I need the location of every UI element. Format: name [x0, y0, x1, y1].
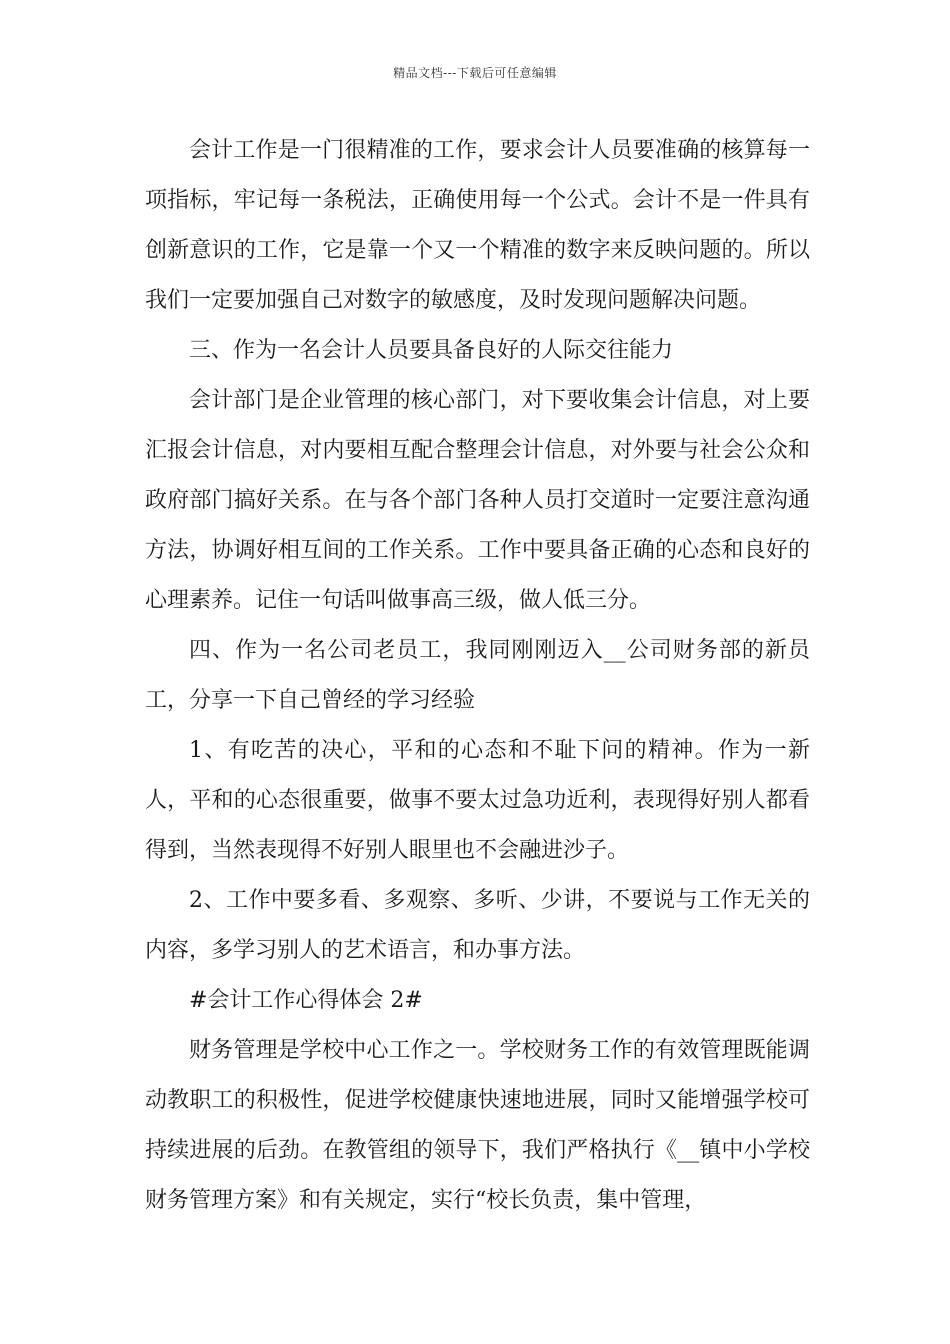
heading-interpersonal-skills: 三、作为一名会计人员要具备良好的人际交往能力 [189, 338, 674, 363]
page-header: 精品文档---下载后可任意编辑 [393, 66, 557, 80]
paragraph-accounting-precision: 会计工作是一门很精准的工作，要求会计人员要准确的核算每一项指标，牢记每一条税法，正确使用每一个公式。会计不是一件具有创新意识的工作，它是靠一个又一个精准的数字来反映问题的。所以我们一定要加强自己对数字的敏感度，及时发现问题解决问题。 [145, 138, 810, 313]
paragraph-experience-1: 1、有吃苦的决心，平和的心态和不耻下问的精神。作为一新人，平和的心态很重要，做事不要太过急功近利，表现得好别人都看得到，当然表现得不好别人眼里也不会融进沙子。 [145, 738, 810, 863]
document-body [145, 126, 810, 1226]
paragraph-accounting-department: 会计部门是企业管理的核心部门，对下要收集会计信息，对上要汇报会计信息，对内要相互配合整理会计信息，对外要与社会公众和政府部门搞好关系。在与各个部门各种人员打交道时一定要注意沟通方法，协调好相互间的工作关系。工作中要具备正确的心态和良好的心理素养。记住一句话叫做事高三级，做人低三分。 [145, 388, 810, 613]
paragraph-financial-management: 财务管理是学校中心工作之一。学校财务工作的有效管理既能调动教职工的积极性，促进学校健康快速地进展，同时又能增强学校可持续进展的后劲。在教管组的领导下，我们严格执行《__镇中小学校财务管理方案》和有关规定，实行“校长负责，集中管理， [145, 1038, 810, 1213]
paragraph-experience-2: 2、工作中要多看、多观察、多听、少讲，不要说与工作无关的内容，多学习别人的艺术语言，和办事方法。 [145, 888, 810, 963]
section-title-2: #会计工作心得体会 2# [189, 988, 423, 1013]
heading-share-experience: 四、作为一名公司老员工，我同刚刚迈入__公司财务部的新员工，分享一下自己曾经的学习经验 [145, 638, 810, 713]
